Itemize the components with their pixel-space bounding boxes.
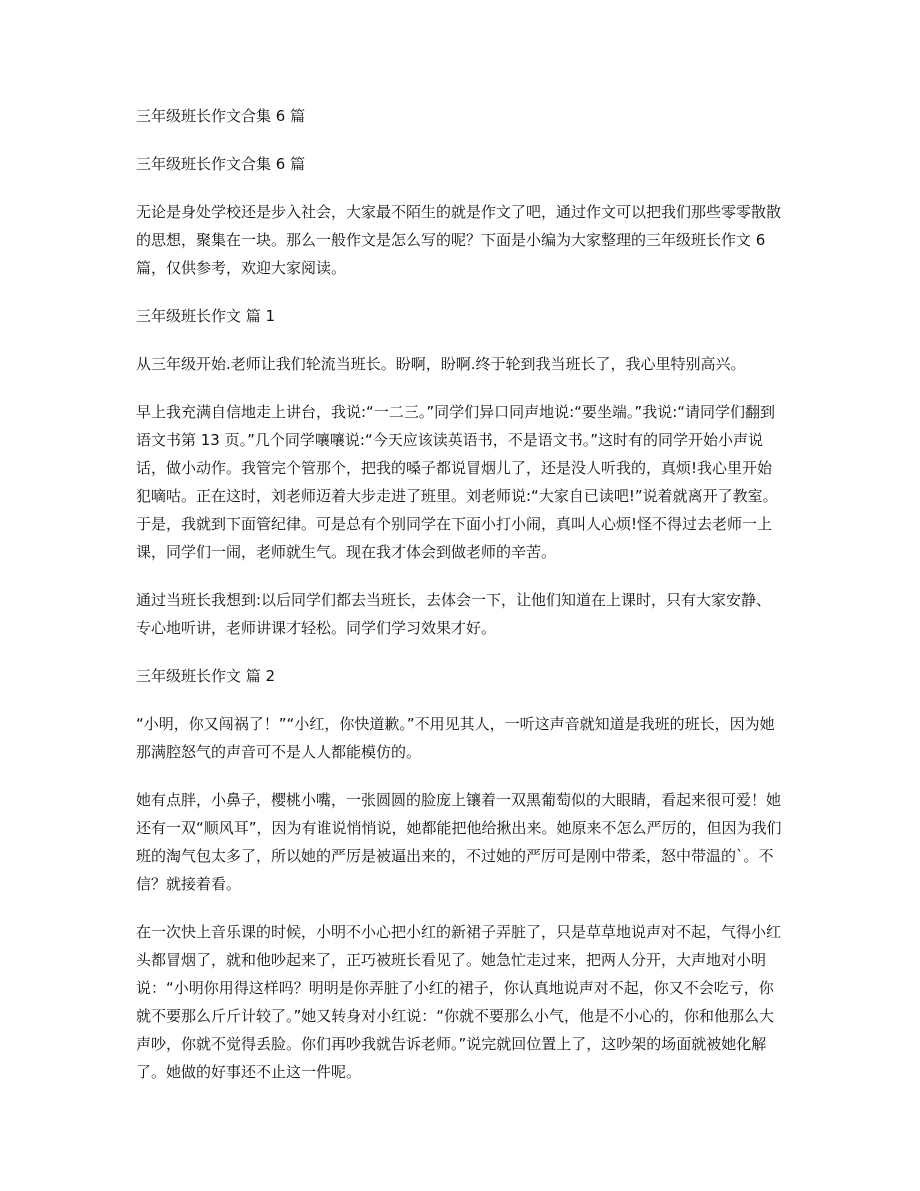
document-page [136,102,786,1106]
essay1-paragraph-3: 通过当班长我想到:以后同学们都去当班长，去体会一下，让他们知道在上课时，只有大家安静、专心地听讲，老师讲课才轻松。同学们学习效果才好。 [136,591,772,637]
document-title: 三年级班长作文合集 6 篇 [136,107,306,125]
intro-paragraph: 无论是身处学校还是步入社会，大家最不陌生的就是作文了吧，通过作文可以把我们那些零零散散的思想，聚集在一块。那么一般作文是怎么写的呢？下面是小编为大家整理的三年级班长作文 6 篇，仅供参考，欢迎大家阅读。 [136,203,782,277]
essay1-heading: 三年级班长作文 篇 1 [136,307,276,325]
essay2-heading: 三年级班长作文 篇 2 [136,667,276,685]
essay2-paragraph-2: 她有点胖，小鼻子，樱桃小嘴，一张圆圆的脸庞上镶着一双黑葡萄似的大眼睛，看起来很可爱！她还有一双“顺风耳”，因为有谁说悄悄说，她都能把他给揪出来。她原来不怎么严厉的，但因为我们班的淘气包太多了，所以她的严厉是被逼出来的，不过她的严厉可是刚中带柔，怒中带温的`。不信？就接着看。 [136,791,782,893]
essay2-paragraph-1: “小明，你又闯祸了！”“小红，你快道歉。”不用见其人，一听这声音就知道是我班的班长，因为她那满腔怒气的声音可不是人人都能模仿的。 [136,715,775,761]
essay1-paragraph-1: 从三年级开始.老师让我们轮流当班长。盼啊，盼啊.终于轮到我当班长了，我心里特别高兴。 [136,355,746,373]
document-subtitle: 三年级班长作文合集 6 篇 [136,155,306,173]
essay2-paragraph-3: 在一次快上音乐课的时候，小明不小心把小红的新裙子弄脏了，只是草草地说声对不起，气得小红头都冒烟了，就和他吵起来了，正巧被班长看见了。她急忙走过来，把两人分开，大声地对小明说：“小明你用得这样吗？明明是你弄脏了小红的裙子，你认真地说声对不起，你又不会吃亏，你就不要那么斤斤计较了。”她又转身对小红说：“你就不要那么小气，他是不小心的，你和他那么大声吵，你就不觉得丢脸。你们再吵我就告诉老师。”说完就回位置上了，这吵架的场面就被她化解了。她做的好事还不止这一件呢。 [136,923,782,1081]
essay1-paragraph-2: 早上我充满自信地走上讲台，我说:“一二三。”同学们异口同声地说:“要坐端。”我说:“请同学们翻到语文书第 13 页。”几个同学嚷嚷说:“今天应该读英语书，不是语文书。”这时有的同学开始小声说话，做小动作。我管完个管那个，把我的嗓子都说冒烟儿了，还是没人听我的，真烦!我心里开始犯嘀咕。正在这时，刘老师迈着大步走进了班里。刘老师说:“大家自已读吧!”说着就离开了教室。于是，我就到下面管纪律。可是总有个别同学在下面小打小闹，真叫人心烦!怪不得过去老师一上课，同学们一闹，老师就生气。现在我才体会到做老师的辛苦。 [136,403,778,561]
